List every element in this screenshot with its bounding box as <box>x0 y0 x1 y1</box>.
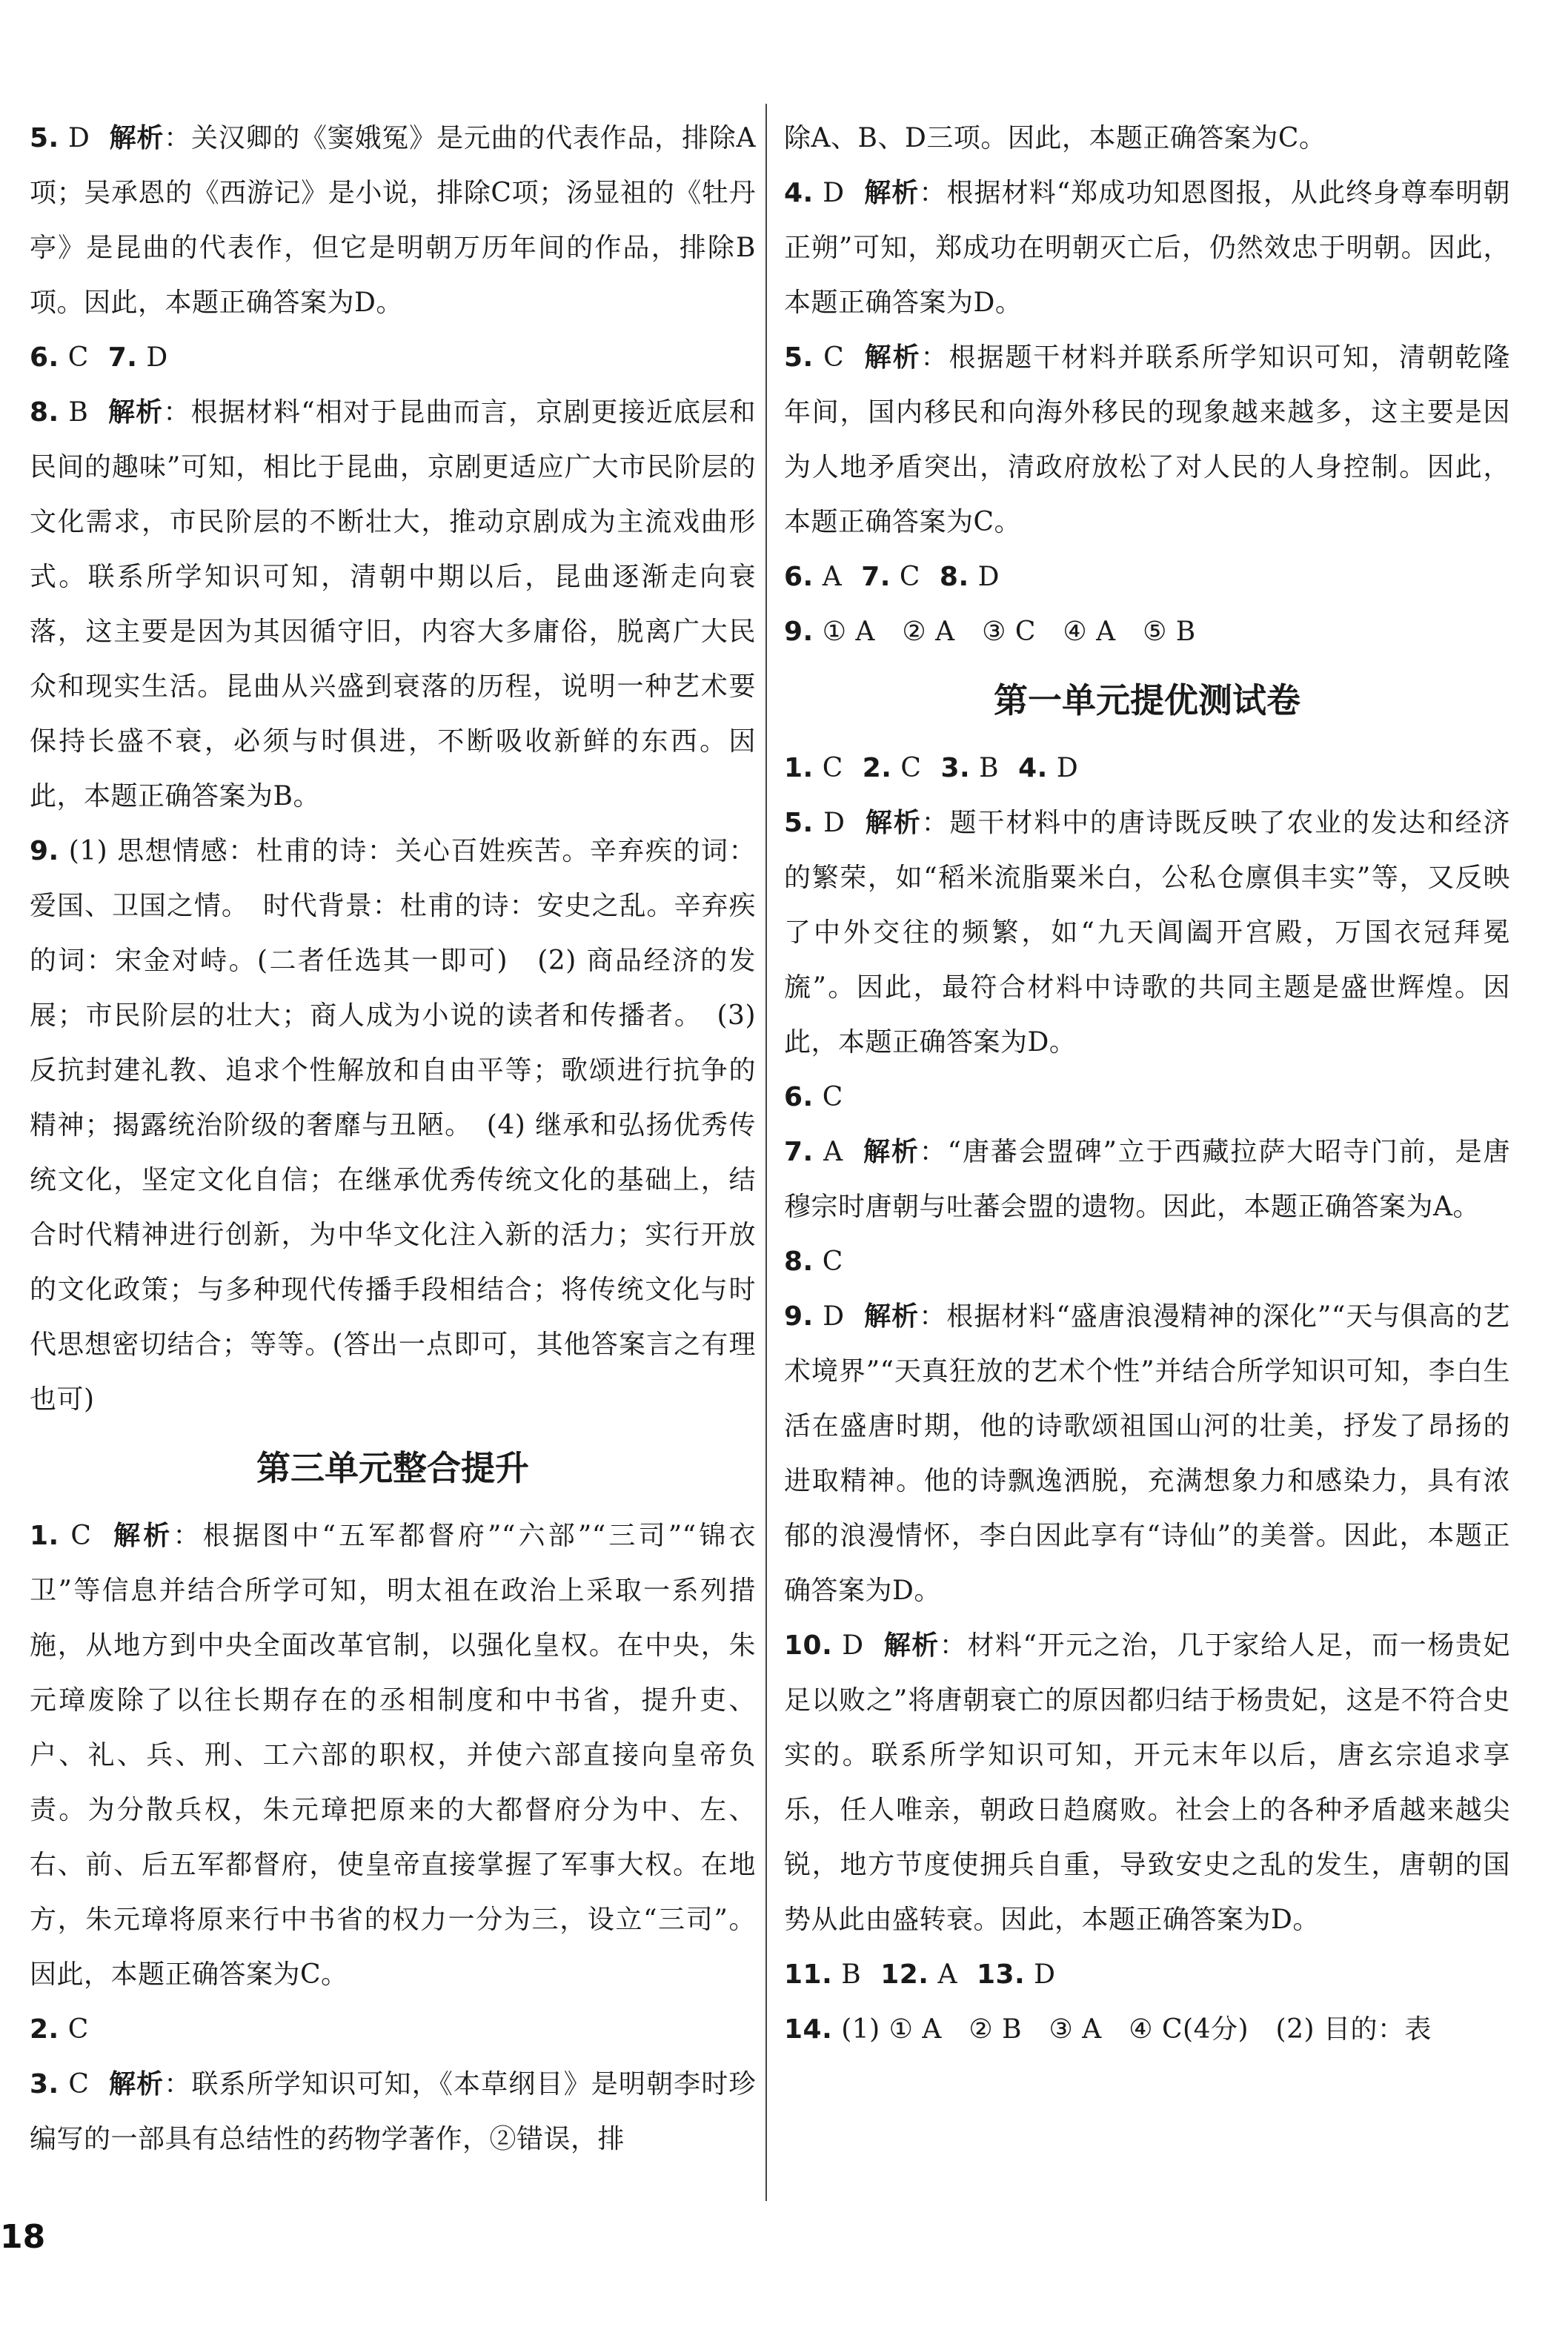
unit3-answer-5: 5. C 解析：根据题干材料并联系所学知识可知，清朝乾隆年间，国内移民和向海外移民的现象越来越多，这主要是因为人地矛盾突出，清政府放松了对人民的人身控制。因此，本题正确答案为C。 <box>784 342 1510 537</box>
left-column <box>30 111 756 2167</box>
test-answer-11-13: 11. B 12. A 13. D <box>784 1959 1056 1990</box>
column-divider <box>765 104 767 2201</box>
test-answer-10: 10. D 解析：材料“开元之治，几于家给人足，而一杨贵妃足以败之”将唐朝衰亡的原因都归结于杨贵妃，这是不符合史实的。联系所学知识可知，开元末年以后，唐玄宗追求享乐，任人唯亲，朝政日趋腐败。社会上的各种矛盾越来越尖锐，地方节度使拥兵自重，导致安史之乱的发生，唐朝的国势从此由盛转衰。因此，本题正确答案为D。 <box>784 1630 1510 1935</box>
unit3-answer-9: 9. ① A ② A ③ C ④ A ⑤ B <box>784 617 1196 647</box>
unit3-answer-2: 2. C <box>30 2014 89 2045</box>
page-number: 18 <box>0 2218 46 2256</box>
answer-5: 5. D 解析：关汉卿的《窦娥冤》是元曲的代表作品，排除A项；吴承恩的《西游记》是小说，排除C项；汤显祖的《牡丹亭》是昆曲的代表作，但它是明朝万历年间的作品，排除B项。因此，本题正确答案为D。 <box>30 123 757 318</box>
answer-6-7: 6. C 7. D <box>30 342 168 373</box>
test-answer-8: 8. C <box>784 1247 843 1277</box>
test-answer-9: 9. D 解析：根据材料“盛唐浪漫精神的深化”“天与俱高的艺术境界”“天真狂放的艺术个性”并结合所学知识可知，李白生活在盛唐时期，他的诗歌颂祖国山河的壮美，抒发了昂扬的进取精神。他的诗飘逸洒脱，充满想象力和感染力，具有浓郁的浪漫情怀，李白因此享有“诗仙”的美誉。因此，本题正确答案为D。 <box>784 1301 1510 1606</box>
unit3-answer-3: 3. C 解析：联系所学知识可知，《本草纲目》是明朝李时珍编写的一部具有总结性的药物学著作，②错误，排 <box>30 2069 756 2154</box>
test-answer-7: 7. A 解析：“唐蕃会盟碑”立于西藏拉萨大昭寺门前，是唐穆宗时唐朝与吐蕃会盟的遗物。因此，本题正确答案为A。 <box>784 1137 1510 1222</box>
section-heading-unit3: 第三单元整合提升 <box>256 1448 529 1488</box>
answer-8: 8. B 解析：根据材料“相对于昆曲而言，京剧更接近底层和民间的趣味”可知，相比于昆曲，京剧更适应广大市民阶层的文化需求，市民阶层的不断壮大，推动京剧成为主流戏曲形式。联系所学知识可知，清朝中期以后，昆曲逐渐走向衰落，这主要是因为其因循守旧，内容大多庸俗，脱离广大民众和现实生活。昆曲从兴盛到衰落的历程，说明一种艺术要保持长盛不衰，必须与时俱进，不断吸收新鲜的东西。因此，本题正确答案为B。 <box>30 397 756 811</box>
unit3-answer-3-continued: 除A、B、D三项。因此，本题正确答案为C。 <box>784 123 1326 153</box>
answer-9: 9. (1) 思想情感：杜甫的诗：关心百姓疾苦。辛弃疾的词：爱国、卫国之情。 时代背景：杜甫的诗：安史之乱。辛弃疾的词：宋金对峙。(二者任选其一即可) (2) 商品经济的发展；市民阶层的壮大；商人成为小说的读者和传播者。 (3) 反抗封建礼教、追求个性解放和自由平等；歌颂进行抗争的精神；揭露统治阶级的奢靡与丑陋。 (4) 继承和弘扬优秀传统文化，坚定文化自信；在继承优秀传统文化的基础上，结合时代精神进行创新，为中华文化注入新的活力；实行开放的文化政策；与多种现代传播手段相结合；将传统文化与时代思想密切结合；等等。(答出一点即可，其他答案言之有理也可) <box>30 836 756 1415</box>
test-answer-14: 14. (1) ① A ② B ③ A ④ C(4分) (2) 目的：表 <box>784 2014 1432 2045</box>
test-answer-6: 6. C <box>784 1082 843 1112</box>
unit3-answer-4: 4. D 解析：根据材料“郑成功知恩图报，从此终身尊奉明朝正朔”可知，郑成功在明朝灭亡后，仍然效忠于明朝。因此，本题正确答案为D。 <box>784 178 1510 318</box>
test-answer-5: 5. D 解析：题干材料中的唐诗既反映了农业的发达和经济的繁荣，如“稻米流脂粟米白，公私仓廪俱丰实”等，又反映了中外交往的频繁，如“九天阊阖开宫殿，万国衣冠拜冕旒”。因此，最符合材料中诗歌的共同主题是盛世辉煌。因此，本题正确答案为D。 <box>784 808 1510 1058</box>
section-heading-unit1-test: 第一单元提优测试卷 <box>994 680 1300 720</box>
test-answer-1-4: 1. C 2. C 3. B 4. D <box>784 753 1079 783</box>
right-column <box>784 111 1510 2057</box>
unit3-answer-1: 1. C 解析：根据图中“五军都督府”“六部”“三司”“锦衣卫”等信息并结合所学可知，明太祖在政治上采取一系列措施，从地方到中央全面改革官制，以强化皇权。在中央，朱元璋废除了以往长期存在的丞相制度和中书省，提升吏、户、礼、兵、刑、工六部的职权，并使六部直接向皇帝负责。为分散兵权，朱元璋把原来的大都督府分为中、左、右、前、后五军都督府，使皇帝直接掌握了军事大权。在地方，朱元璋将原来行中书省的权力一分为三，设立“三司”。因此，本题正确答案为C。 <box>30 1521 756 1990</box>
unit3-answer-6-8: 6. A 7. C 8. D <box>784 562 1000 592</box>
